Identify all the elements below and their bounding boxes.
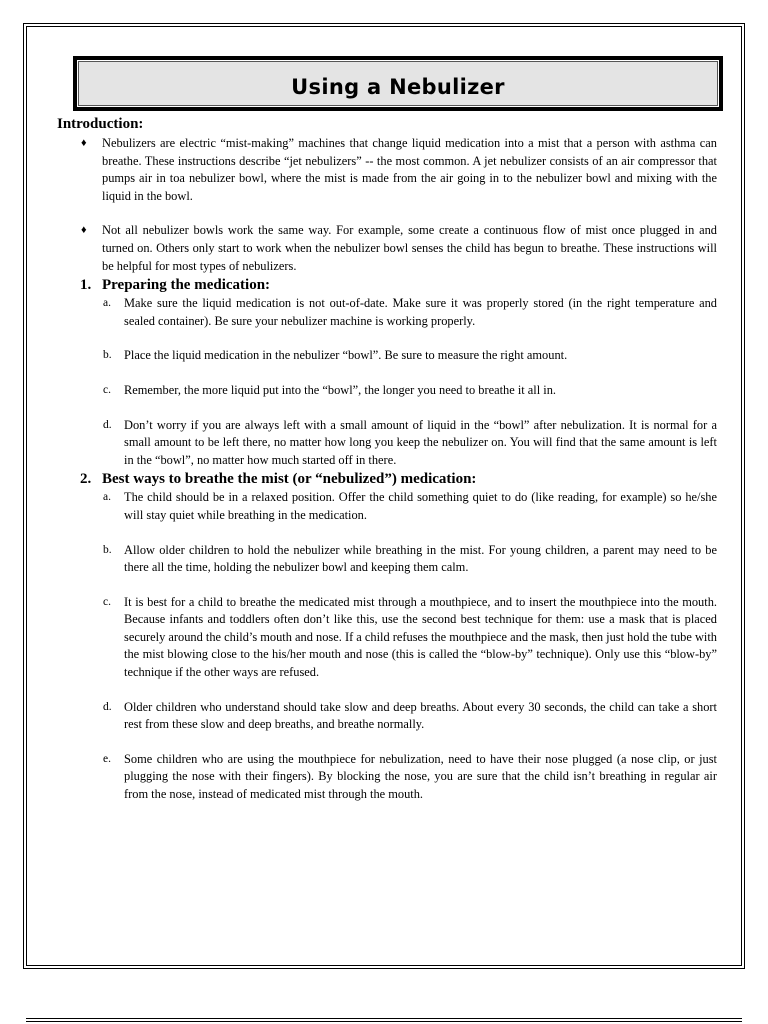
list-item-letter: c.: [103, 595, 111, 608]
list-item-text: The child should be in a relaxed position. Offer the child something quiet to do (like reading, for example) so he/she will stay quiet while breathing in the medication.: [124, 490, 717, 522]
list-item: [57, 489, 717, 524]
list-item-text: Some children who are using the mouthpiece for nebulization, need to have their nose plugged (a nose clip, or just plugging the nose with their fingers). By blocking the nose, you are sure that the child isn’t breathing in regular air from the nose, instead of medicated mist through the mouth.: [124, 751, 717, 802]
list-item-text: Make sure the liquid medication is not out-of-date. Make sure it was properly stored (in the right temperature and sealed container). Be sure your nebulizer machine is working properly.: [124, 296, 717, 328]
intro-bullet: [57, 135, 717, 205]
title-banner: [73, 56, 723, 111]
list-item-letter: d.: [103, 418, 112, 431]
list-item: [57, 417, 717, 470]
next-page-border: [26, 1018, 742, 1022]
list-item-letter: e.: [103, 752, 111, 765]
section-title: Preparing the medication:: [102, 277, 271, 294]
list-item: [57, 347, 717, 365]
list-item-text: Allow older children to hold the nebulizer while breathing in the mist. For young children, a parent may need to be there all the time, holding the nebulizer bowl and keeping them calm.: [124, 542, 717, 575]
list-item: [57, 751, 717, 804]
page-border: [26, 26, 742, 966]
list-item-letter: a.: [103, 297, 111, 310]
diamond-bullet-icon: ♦: [81, 224, 87, 237]
list-item: [57, 699, 717, 734]
list-item: [57, 594, 717, 682]
document-body: [57, 116, 717, 804]
section-number: 1.: [80, 277, 92, 294]
list-item-letter: a.: [103, 491, 111, 504]
list-item: [57, 295, 717, 330]
section-heading: [57, 277, 717, 294]
intro-bullet-text: Nebulizers are electric “mist-making” machines that change liquid medication into a mist that a person with asthma can breathe. These instructions describe “jet nebulizers” -- the most common. A jet nebulizer consists of an air compressor that pumps air in toa nebulizer bowl, where the mist is made from the air going in to the nebulizer bowl and mixing with the liquid in the bowl.: [102, 136, 717, 203]
list-item-letter: b.: [103, 349, 112, 362]
list-item: [57, 542, 717, 577]
title-banner-inner: [77, 60, 719, 107]
section-heading: [57, 471, 717, 488]
intro-heading: Introduction:: [57, 116, 144, 132]
page-title: Using a Nebulizer: [291, 74, 505, 99]
list-item-text: Don’t worry if you are always left with a small amount of liquid in the “bowl” after nebulization. It is normal for a small amount to be left there, no matter how long you keep the nebulizer on. You will find that the same amount is left in the “bowl”, no matter how much started off in there.: [124, 417, 717, 467]
list-item-text: Remember, the more liquid put into the “bowl”, the longer you need to breathe it all in.: [124, 382, 557, 397]
intro-bullet-text: Not all nebulizer bowls work the same way. For example, some create a continuous flow of mist once plugged in and turned on. Others only start to work when the nebulizer bowl senses the child has begun to breathe. These instructions will be helpful for most types of nebulizers.: [102, 223, 717, 273]
section-number: 2.: [80, 471, 92, 488]
list-item: [57, 382, 717, 400]
list-item-letter: d.: [103, 700, 112, 713]
list-item-text: Older children who understand should take slow and deep breaths. About every 30 seconds, the child can take a short rest from these slow and deep breaths, and breathe normally.: [124, 699, 717, 732]
intro-bullet: [57, 222, 717, 275]
list-item-text: It is best for a child to breathe the medicated mist through a mouthpiece, and to insert the mouthpiece into the mouth. Because infants and toddlers often don’t like this, use the second best technique for them: use a mask that is placed securely around the child’s mouth and nose. If a child refuses the mouthpiece and the mask, then just hold the tube with the mist blowing close to the his/her mouth and nose (this is called the “blow-by” technique). Only use this “blow-by” technique if the other ways are refused.: [124, 594, 717, 680]
list-item-letter: c.: [103, 383, 111, 396]
list-item-text: Place the liquid medication in the nebulizer “bowl”. Be sure to measure the right amount.: [124, 348, 568, 363]
diamond-bullet-icon: ♦: [81, 137, 87, 149]
list-item-letter: b.: [103, 543, 112, 556]
section-title: Best ways to breathe the mist (or “nebulized”) medication:: [102, 471, 477, 488]
